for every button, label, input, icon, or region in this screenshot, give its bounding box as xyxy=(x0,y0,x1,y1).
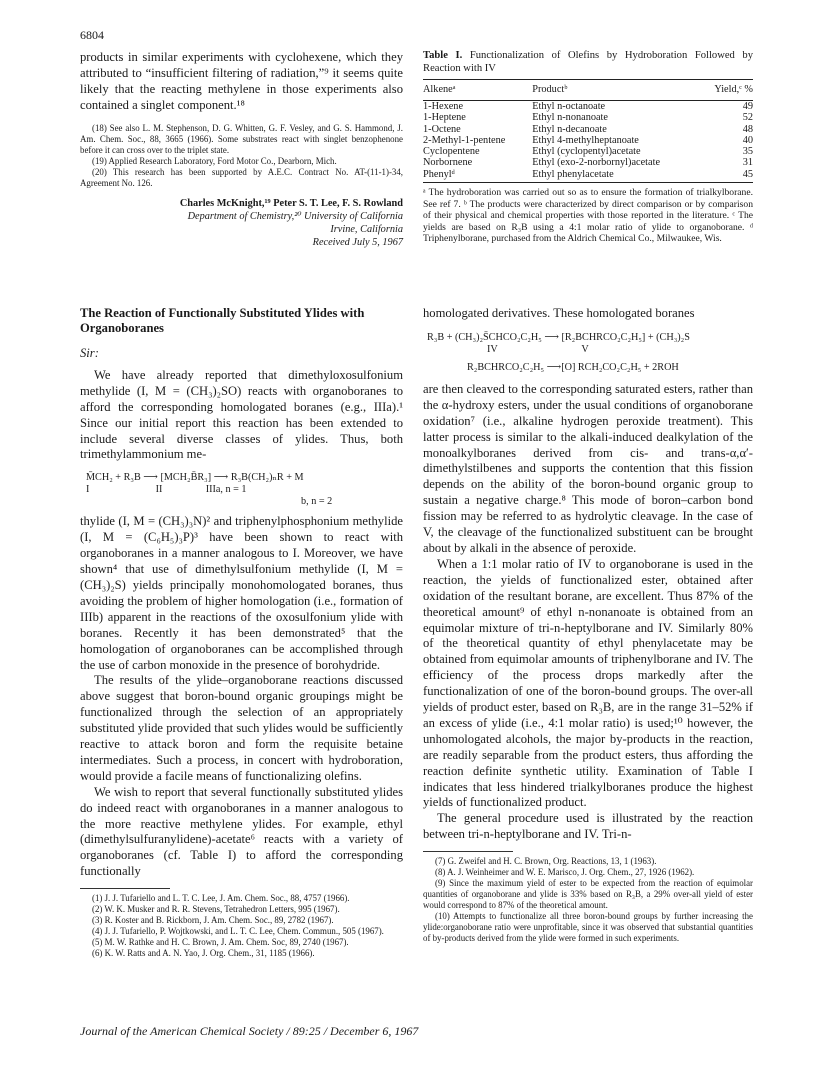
paragraph-1: We have already reported that dimethyloxosulfonium methylide (I, M = (CH₃)₂SO) reacts with organoboranes to afford the corresponding homologated boranes (e.g., IIIa).¹ Since our initial report this reaction has been extended to include several diverse classes of ylides. Thus, both trimethylammonium me- xyxy=(80,367,403,462)
footnote-19: (19) Applied Research Laboratory, Ford Motor Co., Dearborn, Mich. xyxy=(92,155,337,166)
cell-yield: 45 xyxy=(702,169,753,183)
scheme-2-oxidation: R₂BCHRCO₂C₂H₅ ⟶[O] RCH₂CO₂C₂H₅ + 2ROH xyxy=(467,361,679,373)
footnote-8: (8) A. J. Weinheimer and W. E. Marisco, J. Org. Chem., 27, 1926 (1962). xyxy=(435,867,695,878)
cell-alkene: 1-Octene xyxy=(423,123,461,135)
cell-alkene: 2-Methyl-1-pentene xyxy=(423,134,506,146)
affiliation-line-1: Department of Chemistry,²⁰ University of California xyxy=(187,210,403,222)
cell-alkene: 1-Heptene xyxy=(423,112,466,124)
salutation: Sir: xyxy=(80,346,99,360)
footnote-1: (1) J. J. Tufariello and L. T. C. Lee, J. Am. Chem. Soc., 88, 4757 (1966). xyxy=(92,893,350,904)
footnote-2: (2) W. K. Musker and R. R. Stevens, Tetrahedron Letters, 995 (1967). xyxy=(92,904,340,915)
table-caption-label: Table I. xyxy=(423,50,463,61)
page-number: 6804 xyxy=(80,28,104,42)
cell-product: Ethyl (cyclopentyl)acetate xyxy=(532,146,641,158)
continuation-paragraph: products in similar experiments with cyclohexene, which they attributed to “insufficient filtering of radiation,”⁹ it seems quite likely that the reacting methylene in those experiments also contained a singlet component.¹⁸ xyxy=(80,50,403,112)
journal-footer: Journal of the American Chemical Society / 89:25 / December 6, 1967 xyxy=(80,1024,419,1038)
table-row xyxy=(423,169,753,183)
footnote-10: (10) Attempts to functionalize all three boron-bound groups by further increasing the ylide:organoborane ratio were unprofitable, since it was observed that substantial quantities of by-products derived from the ylide were formed in such experiments. xyxy=(423,911,753,944)
article-right-column xyxy=(423,306,753,944)
footnote-9: (9) Since the maximum yield of ester to be expected from the reaction of equimolar quantities of organoborane and ylide is 33% based on R₃B, a 29% over-all yield of ester would correspond to 87% of the theoretical amount. xyxy=(423,878,753,911)
paragraph-2: thylide (I, M = (CH₃)₃N)² and triphenylphosphonium methylide (I, M = (C₆H₅)₃P)³ have been shown to react with organoboranes in a manner analogous to I. Moreover, we have shown⁴ that use of dimethylsulfonium methylide (I, M = (CH₃)₂S) yields principally monohomologated boranes, thus avoiding the problem of higher homologation (i.e., formation of IIIb) apparent in the reactions of the oxosulfonium ylide with boranes. Recently it has been demonstrated⁵ that the homologation of organoboranes can be accomplished through the use of carbon monoxide in the presence of borohydride. xyxy=(80,514,403,672)
cell-product: Ethyl phenylacetate xyxy=(532,169,701,183)
cell-alkene: Cyclopentene xyxy=(423,146,480,158)
cell-product: Ethyl n-decanoate xyxy=(532,123,607,135)
paragraph-continued: homologated derivatives. These homologated boranes xyxy=(423,306,695,320)
scheme-2-labels: IV V xyxy=(487,343,589,355)
table-1-block xyxy=(423,50,753,245)
cell-alkene: Phenylᵈ xyxy=(423,169,532,183)
reaction-scheme-1 xyxy=(86,472,403,508)
table-row xyxy=(423,124,753,135)
scheme-2-equation: R₃B + (CH₃)₂S̄CHCO₂C₂H₅ ⟶ [R₂BCHRCO₂C₂H₅] + (CH₃)₂S xyxy=(427,331,690,343)
cell-yield: 48 xyxy=(742,123,753,135)
cell-yield: 31 xyxy=(742,157,753,169)
header-alkene: Alkeneᵃ xyxy=(423,80,532,101)
cell-product: Ethyl n-nonanoate xyxy=(532,112,608,124)
cell-yield: 40 xyxy=(742,134,753,146)
table-row xyxy=(423,100,753,112)
footnotes-top xyxy=(80,123,403,189)
paragraph-r3: The general procedure used is illustrated by the reaction between tri-n-heptylborane and IV. Tri-n- xyxy=(423,811,753,842)
footnote-divider xyxy=(80,888,170,889)
signature-block xyxy=(80,197,403,249)
header-product: Productᵇ xyxy=(532,80,701,101)
paragraph-4: We wish to report that several functionally substituted ylides do indeed react with organoboranes in a manner analogous to the more reactive methylene ylides. For example, ethyl (dimethylsulfuranylidene)-acetate⁶ reacts with a variety of organoboranes (cf. Table I) to afford the corresponding functionally xyxy=(80,784,403,879)
table-row xyxy=(423,157,753,168)
paragraph-r2: When a 1:1 molar ratio of IV to organoborane is used in the reaction, the yields of functionalized ester, obtained after oxidation of the resultant borane, are excellent. Thus 87% of the theoretical amount⁹ of ethyl n-nonanoate is obtained from an equimolar mixture of tri-n-heptylborane and IV. Similarly 80% of the theoretical quantity of ethyl phenylacetate may be obtained from equimolar amounts of triphenylborane and IV. The efficiency of the process drops markedly after the functionalization of one of the boron-bound groups. The over-all yields of product ester, based on R₃B, are in the range 31–52% if an excess of ylide (i.e., 4:1 molar ratio) is used;¹⁰ however, the unhomologated alcohols, the major by-products in the reaction, are readily separable from the product esters, thus affording the reaction definite synthetic utility. Examination of Table I indicates that less hindered trialkylboranes produce the highest yields of functionalized product. xyxy=(423,556,753,810)
table-row xyxy=(423,135,753,146)
scheme-1-equation: M̄CH₂ + R₃B ⟶ [MCH₂B̄R₃] ⟶ R₃B(CH₂)ₙR + M xyxy=(86,472,304,484)
scheme-1-labels: I II IIIa, n = 1 xyxy=(86,484,247,496)
footnote-4: (4) J. J. Tufariello, P. Wojtkowski, and L. T. C. Lee, Chem. Commun., 505 (1967). xyxy=(92,926,384,937)
cell-alkene: Norbornene xyxy=(423,157,473,169)
table-header-row xyxy=(423,80,753,101)
received-date: Received July 5, 1967 xyxy=(312,236,403,248)
table-row xyxy=(423,112,753,123)
table-caption xyxy=(423,50,753,75)
footnote-6: (6) K. W. Ratts and A. N. Yao, J. Org. Chem., 31, 1185 (1966). xyxy=(92,948,315,959)
cell-yield: 49 xyxy=(742,100,753,112)
paragraph-r1: are then cleaved to the corresponding saturated esters, rather than the α-hydroxy esters, under the usual conditions of organoborane oxidation⁷ (i.e., alkaline hydrogen peroxide treatment). This latter process is similar to the alkali-induced dealkylation of the monoalkylboranes derived from cis- and trans-α,α′-dimethylstilbenes and supports the contention that this fission depends on the ability of the boron-bound organic group to sustain a negative charge.⁸ This mode of boron–carbon bond fission may be referred to as hydrolytic cleavage. In the case of V, the cleavage of the functionalized substituent can be brought about by alkali in the absence of peroxide. xyxy=(423,381,753,555)
scheme-1-variant: b, n = 2 xyxy=(301,496,333,508)
article-title: The Reaction of Functionally Substituted Ylides with Organoboranes xyxy=(80,306,365,335)
left-top-block xyxy=(80,50,403,249)
cell-yield: 52 xyxy=(742,112,753,124)
footnote-20: (20) This research has been supported by A.E.C. Contract No. AT-(11-1)-34, Agreement No. 126. xyxy=(80,166,403,188)
reaction-scheme-2 xyxy=(427,332,753,374)
footnotes-right xyxy=(423,856,753,944)
table-row xyxy=(423,146,753,157)
cell-yield: 35 xyxy=(742,146,753,158)
cell-product: Ethyl (exo-2-norbornyl)acetate xyxy=(532,157,661,169)
footnote-5: (5) M. W. Rathke and H. C. Brown, J. Am. Chem. Soc, 89, 2740 (1967). xyxy=(92,937,349,948)
header-yield: Yield,ᶜ % xyxy=(702,80,753,101)
authors: Charles McKnight,¹⁹ Peter S. T. Lee, F. S. Rowland xyxy=(179,197,403,209)
article-left-column xyxy=(80,306,403,959)
paragraph-3: The results of the ylide–organoborane reactions discussed above suggest that boron-bound organic groupings might be functionalized through the selection of an appropriately substituted ylide provided that such ylides would be sufficiently reactive to attack boron and form the requisite betaine intermediates. Such a process, in concert with hydroboration, would provide a facile means of functionalizing olefins. xyxy=(80,673,403,783)
affiliation-line-2: Irvine, California xyxy=(330,223,403,235)
footnote-divider-right xyxy=(423,851,513,852)
cell-alkene: 1-Hexene xyxy=(423,100,464,112)
footnotes-left xyxy=(80,893,403,959)
footnote-3: (3) R. Koster and B. Rickborn, J. Am. Chem. Soc., 89, 2782 (1967). xyxy=(92,915,334,926)
cell-product: Ethyl 4-methylheptanoate xyxy=(532,134,639,146)
data-table xyxy=(423,79,753,183)
cell-product: Ethyl n-octanoate xyxy=(532,100,606,112)
table-caption-text: Functionalization of Olefins by Hydroboration Followed by Reaction with IV xyxy=(423,50,754,74)
footnote-18: (18) See also L. M. Stephenson, D. G. Whitten, G. F. Vesley, and G. S. Hammond, J. Am. Chem. Soc., 88, 3665 (1966). Some substrates react with singlet benzophenone before it can cross over to the triplet state. xyxy=(80,122,403,155)
footnote-7: (7) G. Zweifel and H. C. Brown, Org. Reactions, 13, 1 (1963). xyxy=(435,856,657,867)
table-footnote: ᵃ The hydroboration was carried out so as to ensure the formation of trialkylborane. See ref 7. ᵇ The products were characterized by direct comparison or by comparison of their physical and chemical properties with those reported in the literature. ᶜ The yields are based on R₃B using a 4:1 molar ratio of ylide to organoborane. ᵈ Triphenylborane, purchased from the Aldrich Chemical Co., Milwaukee, Wis. xyxy=(423,186,753,245)
